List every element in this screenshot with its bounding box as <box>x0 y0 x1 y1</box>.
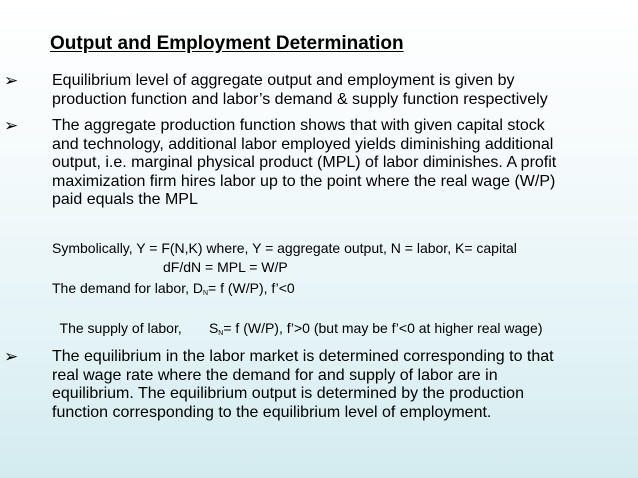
bullet-text: Equilibrium level of aggregate output and employment is given by production function and labor’s demand & supply function respectively <box>52 72 548 108</box>
labor-demand-equation: The demand for labor, $D_N= f$ (W/P), f’<0 <box>52 280 295 297</box>
symbolic-equation: Symbolically, Y = F(N,K) where, Y = aggregate output, N = labor, K= capital <box>52 240 517 256</box>
arrow-bullet-icon: ➢ <box>4 116 19 135</box>
arrow-bullet-icon: ➢ <box>4 71 19 90</box>
bullet-text: The equilibrium in the labor market is determined corresponding to that real wage rate where the demand for and supply of labor are in equilibrium. The equilibrium output is determined by the production function corresponding to the equilibrium level of employment. <box>52 348 554 421</box>
mpl-equation: dF/dN = MPL = W/P <box>163 259 288 275</box>
slide-title: Output and Employment Determination <box>50 33 404 54</box>
labor-supply-equation: The supply of labor, $S_N= f$ (W/P), f’>0 (but may be f’<0 at higher real wage) <box>59 320 543 337</box>
arrow-bullet-icon: ➢ <box>4 347 19 366</box>
bullet-text: The aggregate production function shows that with given capital stock and technology, additional labor employed yields diminishing additional output, i.e. marginal physical product (MPL) of labor diminishes. A profit maximization firm hires labor up to the point where the real wage (W/P) paid equals the MPL <box>52 117 557 208</box>
